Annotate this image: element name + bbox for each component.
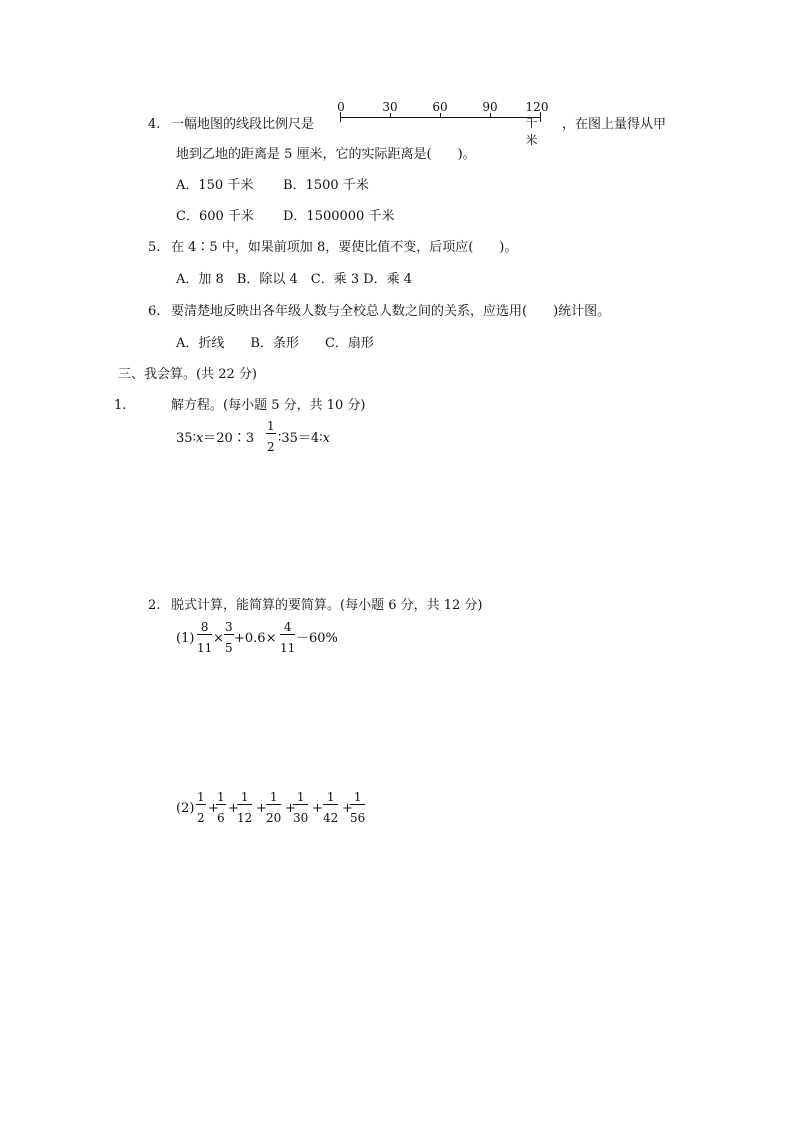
fraction-denominator: 2 [197,811,205,825]
fraction-numerator: 1 [323,790,338,805]
p2-fraction [350,790,365,825]
fraction-numerator: 1 [237,790,252,805]
fraction-numerator: 1 [266,790,281,805]
q4-option-a: A．150 千米 [176,178,254,193]
fraction-denominator: 11 [197,641,213,655]
fraction-numerator: 8 [197,620,212,635]
equation-right [278,431,330,447]
p2-fraction [323,790,338,825]
p1-fraction-2 [224,620,234,655]
p2-fraction [196,790,206,825]
equation [176,431,254,447]
eq-left: 35∶ [176,431,196,446]
fraction-numerator: 3 [225,620,233,634]
plus-sign: + [256,801,267,816]
fraction-numerator: 1 [350,790,365,805]
scale-label: 0 [337,100,345,114]
q4-option-d: D．1500000 千米 [283,209,395,224]
p1-mid: +0.6× [234,631,277,646]
p1-fraction-1 [197,620,212,655]
s3q1-number: 1. [114,398,127,413]
p2-fraction [293,790,308,825]
fraction-denominator: 42 [323,811,339,825]
fraction-numerator: 4 [280,620,295,635]
fraction-denominator: 2 [267,440,275,454]
fraction-denominator: 56 [350,811,366,825]
fraction-numerator: 1 [267,419,275,433]
p1-fraction-3 [280,620,295,655]
p1-label: (1) [176,631,195,646]
p2-fraction [237,790,252,825]
fraction-denominator: 30 [293,811,309,825]
q5-text: 在 4∶5 中，如果前项加 8，要使比值不变，后项应( )。 [171,240,518,255]
plus-sign: + [228,801,239,816]
s3q1-title: 解方程。(每小题 5 分，共 10 分) [171,398,366,413]
q5-options: A．加 8 B．除以 4 C．乘 3 D．乘 4 [176,272,413,287]
p2-label: (2) [176,801,195,816]
q4-text-cont: ，在图上量得从甲 [562,117,667,132]
s3q2-number: 2. [148,598,161,613]
p2-fraction [266,790,281,825]
fraction-numerator: 1 [293,790,308,805]
line-scale [336,100,551,147]
scale-label: 30 [382,100,398,114]
scale-label: 90 [482,100,498,114]
eq-variable-2: x [322,431,330,446]
fraction-denominator: 6 [217,811,225,825]
fraction-denominator: 5 [225,641,233,655]
fraction-denominator: 12 [237,811,253,825]
scale-label: 60 [432,100,448,114]
p2-fraction [216,790,226,825]
q4-text: 一幅地图的线段比例尺是 [171,117,315,132]
mixed-fraction [266,419,276,454]
q6-options: A．折线 B．条形 C．扇形 [176,336,374,351]
section-title: 三、我会算。(共 22 分) [118,367,257,382]
q6-text: 要清楚地反映出各年级人数与全校总人数之间的关系，应选用( )统计图。 [171,304,611,319]
p1-end: －60% [296,631,338,646]
eq-mid: ＝20∶3 [203,431,255,446]
eq-variable: x [195,431,204,446]
eq-right: ∶35＝4∶ [278,431,323,446]
fraction-numerator: 1 [217,790,225,804]
q4-option-c: C．600 千米 [176,209,254,224]
q5-number: 5. [148,240,161,255]
fraction-numerator: 1 [197,790,205,804]
plus-sign: + [342,801,353,816]
q6-number: 6. [148,304,161,319]
scale-label: 120 千米 [525,100,549,147]
q4-number: 4. [148,117,161,132]
fraction-denominator: 20 [266,811,282,825]
q4-option-b: B．1500 千米 [283,178,369,193]
fraction-denominator: 11 [280,641,296,655]
q4-line2: 地到乙地的距离是 5 厘米，它的实际距离是( )。 [176,147,476,162]
p1-op1: × [213,631,224,646]
s3q2-title: 脱式计算，能简算的要简算。(每小题 6 分，共 12 分) [171,598,483,613]
plus-sign: + [285,801,296,816]
plus-sign: + [208,801,219,816]
plus-sign: + [312,801,323,816]
